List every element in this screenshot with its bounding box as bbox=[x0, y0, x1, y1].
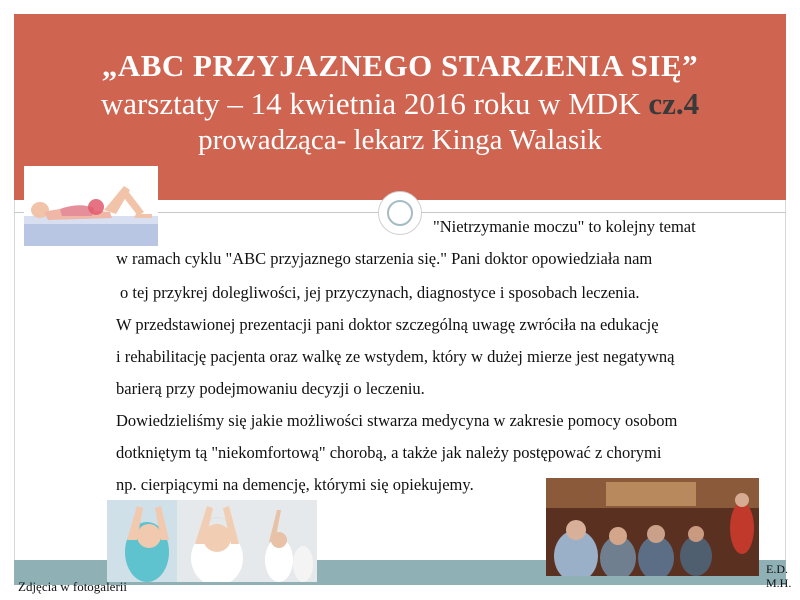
body-line: W przedstawionej prezentacji pani doktor szczególną uwagę zwróciła na edukację bbox=[116, 315, 659, 334]
yoga-class-photo bbox=[107, 500, 317, 582]
circle-ornament-icon bbox=[378, 191, 422, 235]
body-line: w ramach cyklu "ABC przyjaznego starzenia się." Pani doktor opowiedziała nam bbox=[116, 249, 653, 268]
part-number: cz.4 bbox=[648, 86, 700, 121]
body-line: "Nietrzymanie moczu" to kolejny temat bbox=[433, 217, 696, 236]
title-line-2 bbox=[40, 86, 760, 122]
title-line-2-main: warsztaty – 14 kwietnia 2016 roku w MDK bbox=[100, 86, 649, 121]
author-initials-line-2: M.H. bbox=[766, 576, 792, 590]
audience-photo bbox=[546, 478, 759, 576]
exercise-illustration-image bbox=[24, 166, 158, 246]
body-line: Dowiedzieliśmy się jakie możliwości stwarza medycyna w zakresie pomocy osobom bbox=[116, 411, 678, 430]
body-line: barierą przy podejmowaniu decyzji o leczeniu. bbox=[116, 379, 425, 398]
body-line: o tej przykrej dolegliwości, jej przyczynach, diagnostyce i sposobach leczenia. bbox=[120, 283, 640, 302]
title-line-1: „ABC PRZYJAZNEGO STARZENIA SIĘ” bbox=[101, 48, 699, 83]
body-line: i rehabilitację pacjenta oraz walkę ze wstydem, który w dużej mierze jest negatywną bbox=[116, 347, 675, 366]
body-line: dotkniętym tą "niekomfortową" chorobą, a także jak należy postępować z chorymi bbox=[116, 443, 662, 462]
author-initials bbox=[766, 562, 791, 590]
body-line: np. cierpiącymi na demencję, którymi się opiekujemy. bbox=[116, 475, 474, 494]
photo-gallery-caption: Zdjęcia w fotogalerii bbox=[18, 579, 128, 594]
title-line-3: prowadząca- lekarz Kinga Walasik bbox=[198, 124, 602, 156]
author-initials-line-1: E.D. bbox=[766, 562, 788, 576]
